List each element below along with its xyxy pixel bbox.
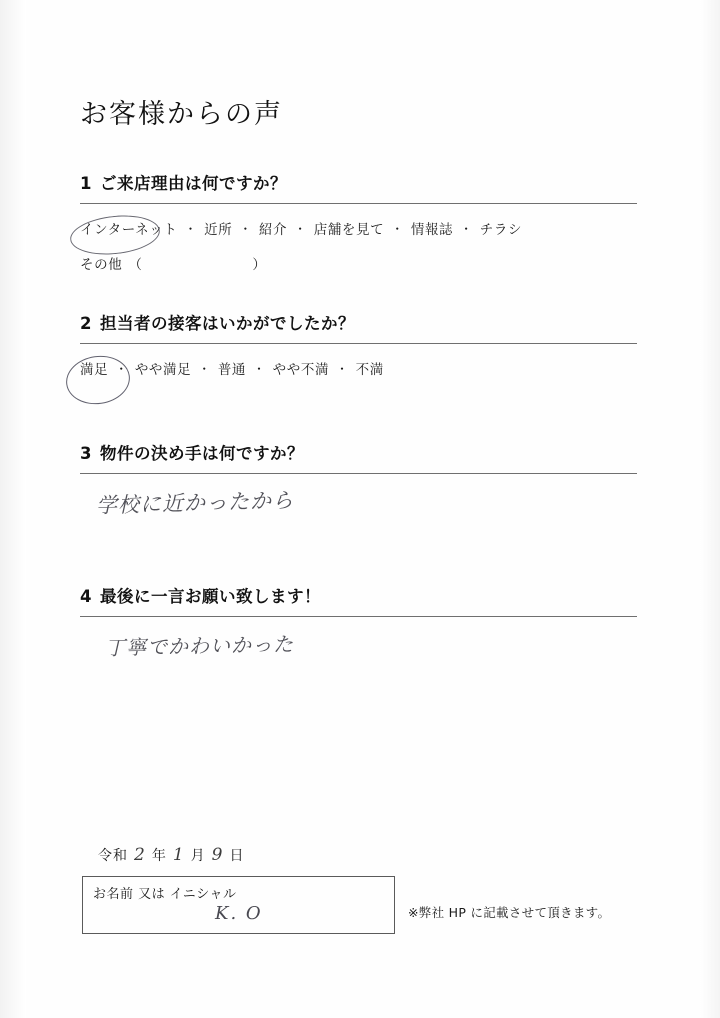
option-separator: ・ (115, 362, 128, 376)
question-options-2 (80, 358, 640, 378)
handwritten-answer-4: 丁寧でかわいかった (104, 632, 295, 660)
other-paren-open: （ (128, 257, 143, 273)
option-johoshi[interactable]: 情報誌 (410, 222, 454, 238)
question-rule-3 (80, 473, 637, 474)
date-day-value: 9 (211, 845, 224, 865)
option-separator: ・ (184, 222, 198, 236)
option-separator: ・ (391, 222, 404, 236)
question-options-1 (80, 218, 640, 238)
question-block-2 (80, 310, 640, 378)
option-internet[interactable]: インターネット (80, 222, 178, 238)
scan-edge-right (700, 0, 720, 1018)
date-line (98, 845, 244, 865)
hp-publication-note: ※弊社 HP に記載させて頂きます。 (408, 905, 611, 920)
option-separator: ・ (198, 362, 211, 376)
option-chirashi[interactable]: チラシ (479, 222, 523, 238)
handwritten-answer-3: 学校に近かったから (95, 488, 295, 518)
name-box-label: お名前 又は イニシャル (93, 887, 237, 902)
question-heading-4 (80, 583, 640, 607)
question-text-2: 担当者の接客はいかがでしたか？ (99, 314, 355, 333)
option-fuman[interactable]: 不満 (355, 362, 384, 378)
date-month-value: 1 (172, 845, 185, 865)
name-box-value: K. O (215, 903, 263, 924)
question-rule-4 (80, 616, 637, 617)
question-text-3: 物件の決め手は何ですか？ (99, 444, 304, 463)
option-futsu[interactable]: 普通 (217, 362, 247, 378)
date-day-label: 日 (229, 848, 245, 864)
question-number-4: 4 (80, 587, 92, 606)
question-heading-3 (80, 440, 640, 464)
option-yaya-fuman[interactable]: やや不満 (272, 362, 330, 378)
page-title: お客様からの声 (80, 99, 283, 130)
other-paren-close: ） (252, 257, 267, 273)
other-label: その他 (80, 257, 123, 273)
question-rule-2 (80, 343, 637, 344)
question-text-4: 最後に一言お願い致します！ (99, 587, 321, 606)
option-shokai[interactable]: 紹介 (258, 222, 288, 238)
question-number-2: 2 (80, 314, 92, 333)
option-separator: ・ (253, 362, 266, 376)
era-label: 令和 (98, 848, 128, 864)
option-yaya-manzoku[interactable]: やや満足 (134, 362, 192, 378)
option-separator: ・ (239, 222, 252, 236)
question-heading-2 (80, 310, 640, 334)
scan-edge-left (0, 0, 26, 1018)
option-separator: ・ (336, 362, 349, 376)
date-month-label: 月 (190, 848, 206, 864)
question-text-1: ご来店理由は何ですか？ (99, 174, 287, 193)
question-number-3: 3 (80, 444, 92, 463)
option-manzoku[interactable]: 満足 (80, 362, 109, 378)
option-separator: ・ (294, 222, 307, 236)
date-year-label: 年 (151, 848, 167, 864)
question-number-1: 1 (80, 174, 92, 193)
question-rule-1 (80, 203, 637, 204)
date-year-value: 2 (134, 845, 146, 865)
option-kinjo[interactable]: 近所 (204, 222, 233, 238)
option-separator: ・ (460, 222, 473, 236)
question-block-3 (80, 440, 640, 474)
question-block-4 (80, 583, 640, 617)
question-heading-1 (80, 170, 640, 194)
name-input-box[interactable] (82, 876, 395, 934)
question-other-line-1 (80, 253, 640, 273)
question-block-1 (80, 170, 640, 273)
option-tenpo[interactable]: 店舗を見て (313, 222, 385, 238)
